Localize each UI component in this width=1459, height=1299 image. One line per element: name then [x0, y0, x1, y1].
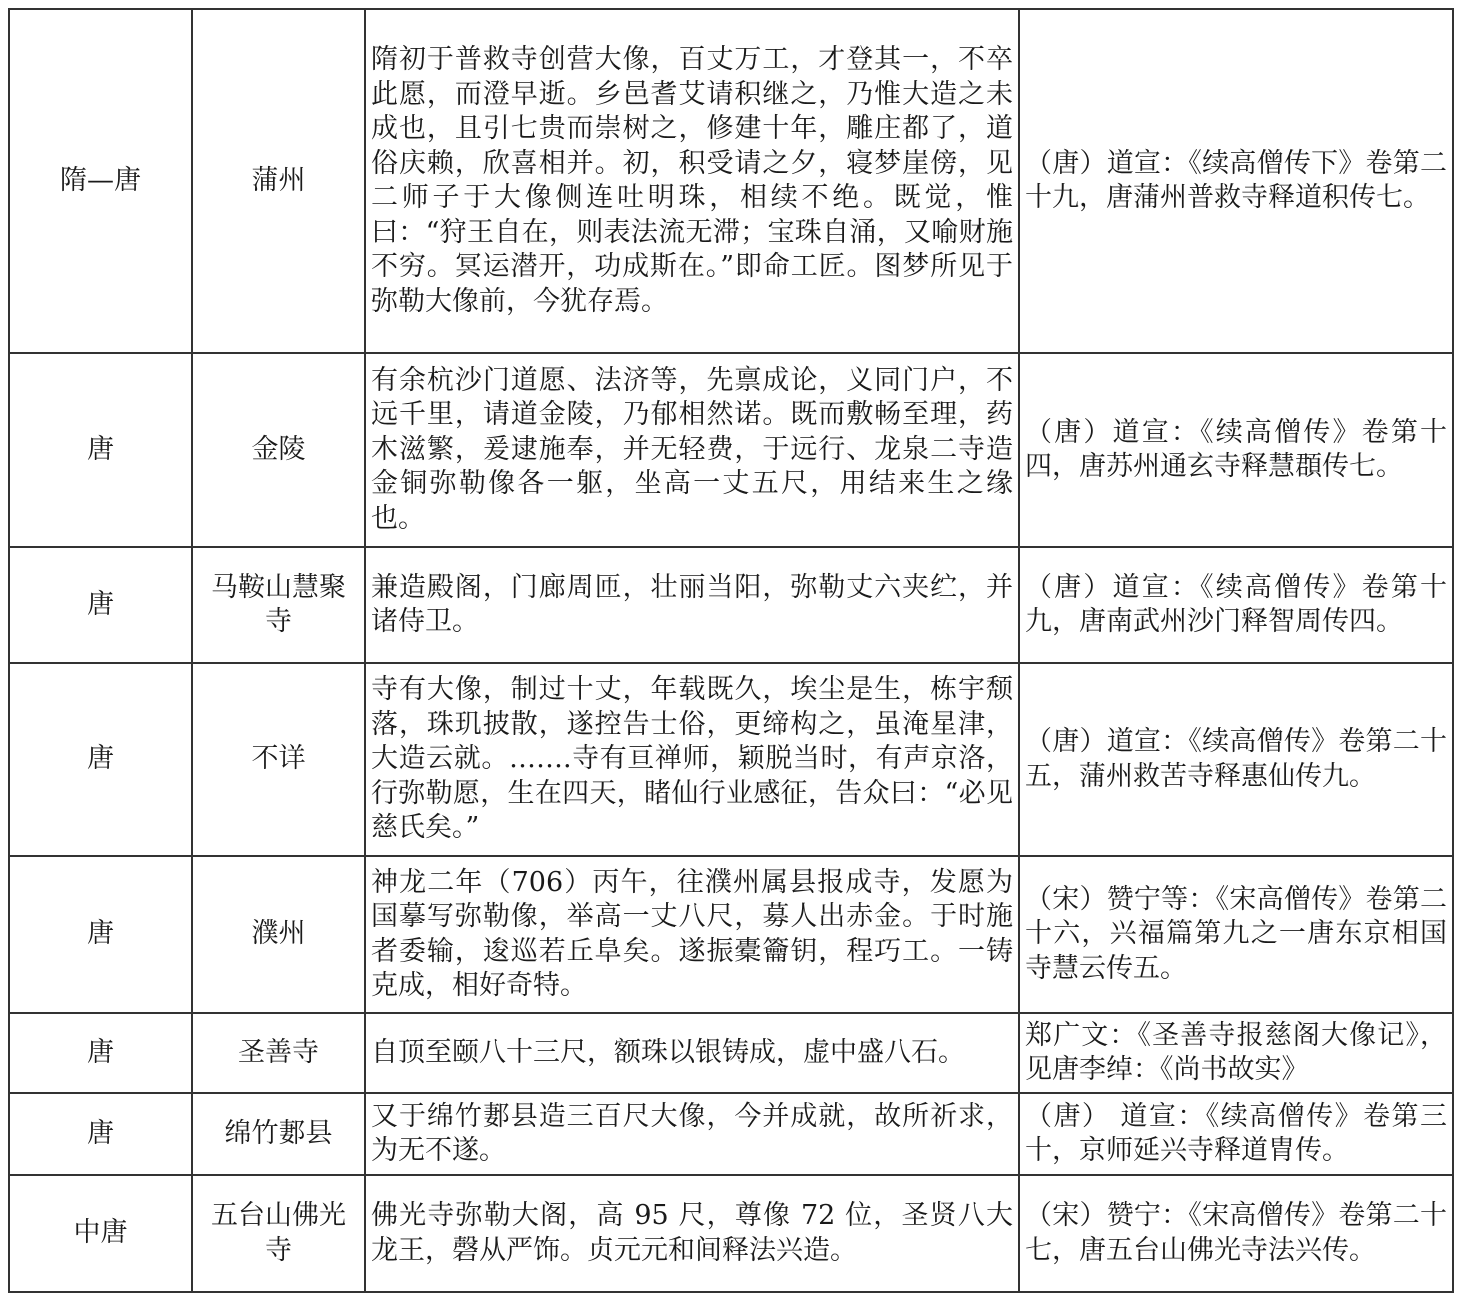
content-cell: 佛光寺弥勒大阁，高 95 尺，尊像 72 位，圣贤八大龙王，磬从严饰。贞元元和间释法兴造。 [365, 1175, 1019, 1292]
source-cell: （唐）道宣：《续高僧传》卷第十四，唐苏州通玄寺释慧頵传七。 [1019, 353, 1453, 547]
period-cell: 唐 [9, 856, 192, 1013]
source-cell: （唐）道宣：《续高僧传》卷第十九，唐南武州沙门释智周传四。 [1019, 547, 1453, 663]
location-cell: 绵竹郪县 [192, 1093, 365, 1175]
period-cell: 中唐 [9, 1175, 192, 1292]
source-cell: 郑广文：《圣善寺报慈阁大像记》，见唐李绰：《尚书故实》 [1019, 1013, 1453, 1093]
location-cell: 蒲州 [192, 9, 365, 353]
table-row [9, 9, 1453, 353]
content-cell: 隋初于普救寺创营大像，百丈万工，才登其一，不卒此愿，而澄早逝。乡邑耆艾请积继之，乃惟大造之未成也，且引七贵而崇树之，修建十年，雕庄都了，道俗庆赖，欣喜相并。初，积受请之夕，寝梦崖傍，见二师子于大像侧连吐明珠，相续不绝。既觉，惟曰：“狩王自在，则表法流无滞；宝珠自涌，又喻财施不穷。冥运潜开，功成斯在。”即命工匠。图梦所见于弥勒大像前，今犹存焉。 [365, 9, 1019, 353]
location-cell: 濮州 [192, 856, 365, 1013]
location-cell: 圣善寺 [192, 1013, 365, 1093]
source-cell: （宋）赞宁：《宋高僧传》卷第二十七，唐五台山佛光寺法兴传。 [1019, 1175, 1453, 1292]
location-cell: 金陵 [192, 353, 365, 547]
content-cell: 寺有大像，制过十丈，年载既久，埃尘是生，栋宇颓落，珠玑披散，遂控告士俗，更缔构之，虽淹星津，大造云就。…….寺有亘禅师，颖脱当时，有声京洛，行弥勒愿，生在四天，睹仙行业感征，告众曰：“必见慈氏矣。” [365, 663, 1019, 856]
location-cell: 不详 [192, 663, 365, 856]
source-cell: （唐）道宣：《续高僧传》卷第二十五，蒲州救苦寺释惠仙传九。 [1019, 663, 1453, 856]
content-cell: 神龙二年（706）丙午，往濮州属县报成寺，发愿为国摹写弥勒像，举高一丈八尺，募人出赤金。于时施者委输，逡巡若丘阜矣。遂振橐籥钥，程巧工。一铸克成，相好奇特。 [365, 856, 1019, 1013]
table-row [9, 547, 1453, 663]
period-cell: 唐 [9, 663, 192, 856]
period-cell: 唐 [9, 547, 192, 663]
document-page [8, 8, 1452, 1291]
table-row [9, 1093, 1453, 1175]
content-cell: 又于绵竹郪县造三百尺大像，今并成就，故所祈求，为无不遂。 [365, 1093, 1019, 1175]
location-cell: 五台山佛光寺 [192, 1175, 365, 1292]
table-row [9, 1175, 1453, 1292]
period-cell: 唐 [9, 1013, 192, 1093]
period-cell: 唐 [9, 353, 192, 547]
table-row [9, 353, 1453, 547]
content-cell: 有余杭沙门道愿、法济等，先禀成论，义同门户，不远千里，请道金陵，乃郁相然诺。既而敷畅至理，药木滋繁，爰逮施奉，并无轻费，于远行、龙泉二寺造金铜弥勒像各一躯，坐高一丈五尺，用结来生之缘也。 [365, 353, 1019, 547]
period-cell: 唐 [9, 1093, 192, 1175]
period-cell: 隋—唐 [9, 9, 192, 353]
table-row [9, 1013, 1453, 1093]
maitreya-statue-records-table [8, 8, 1454, 1293]
source-cell: （唐）道宣：《续高僧传下》卷第二十九，唐蒲州普救寺释道积传七。 [1019, 9, 1453, 353]
content-cell: 兼造殿阁，门廊周匝，壮丽当阳，弥勒丈六夹纻，并诸侍卫。 [365, 547, 1019, 663]
table-row [9, 856, 1453, 1013]
source-cell: （宋）赞宁等：《宋高僧传》卷第二十六，兴福篇第九之一唐东京相国寺慧云传五。 [1019, 856, 1453, 1013]
source-cell: （唐） 道宣：《续高僧传》卷第三十，京师延兴寺释道胄传。 [1019, 1093, 1453, 1175]
content-cell: 自顶至颐八十三尺，额珠以银铸成，虚中盛八石。 [365, 1013, 1019, 1093]
table-row [9, 663, 1453, 856]
location-cell: 马鞍山慧聚寺 [192, 547, 365, 663]
